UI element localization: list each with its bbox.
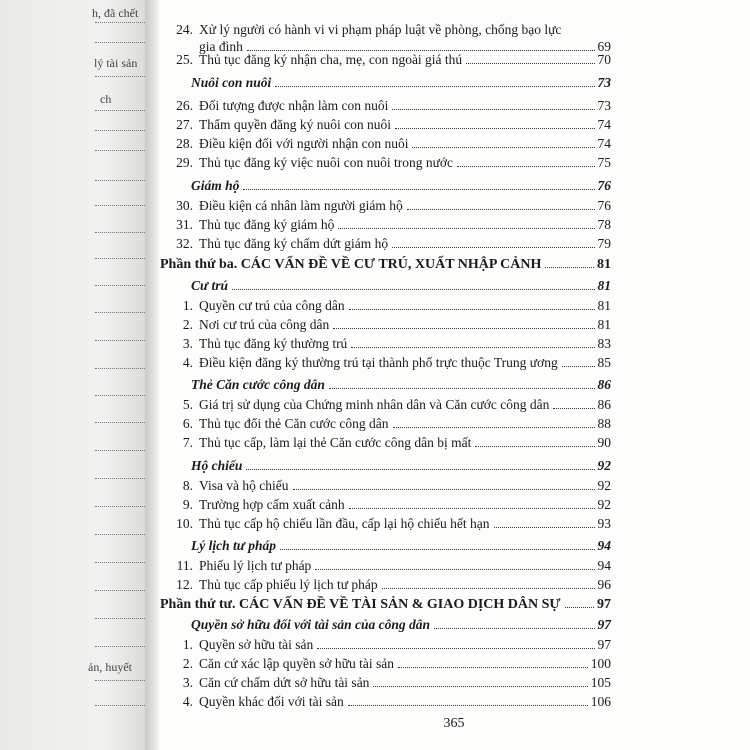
toc-entry-title: Giám hộ bbox=[191, 178, 240, 193]
toc-entry bbox=[171, 416, 611, 431]
dot-leader bbox=[329, 388, 595, 389]
toc-page-number: 85 bbox=[597, 355, 611, 370]
toc-entry-number: 4. bbox=[182, 694, 193, 709]
dot-leader bbox=[392, 247, 594, 248]
toc-page-number: 97 bbox=[597, 597, 611, 612]
toc-entry-title: Điều kiện đăng ký thường trú tại thành phố trực thuộc Trung ương bbox=[199, 355, 558, 370]
toc-entry-title: Phần thứ ba. CÁC VẤN ĐỀ VỀ CƯ TRÚ, XUẤT NHẬP CẢNH bbox=[160, 257, 542, 272]
toc-entry-title: Thủ tục đăng ký giám hộ bbox=[199, 217, 335, 232]
toc-entry-number: 10. bbox=[176, 516, 193, 531]
toc-section-heading bbox=[191, 617, 611, 632]
toc-page-number: 69 bbox=[597, 39, 611, 54]
toc-entry bbox=[171, 637, 611, 652]
dot-leader bbox=[293, 489, 595, 490]
toc-page-number: 94 bbox=[597, 538, 611, 553]
toc-entry-title: Thủ tục đăng ký việc nuôi con nuôi trong nước bbox=[199, 155, 454, 170]
dot-leader bbox=[395, 128, 595, 129]
dot-leader bbox=[348, 705, 588, 706]
toc-entry-number: 1. bbox=[182, 298, 193, 313]
previous-page-edge bbox=[0, 0, 150, 750]
toc-page-number: 73 bbox=[597, 75, 611, 90]
toc-entry-title: Thủ tục đăng ký chấm dứt giám hộ bbox=[199, 236, 389, 251]
toc-entry-number: 24. bbox=[176, 22, 193, 37]
toc-entry-title: Phần thứ tư. CÁC VẤN ĐỀ VỀ TÀI SẢN & GIAO DỊCH DÂN SỰ bbox=[160, 597, 561, 612]
toc-entry-number: 27. bbox=[176, 117, 193, 132]
toc-entry-title: Giá trị sử dụng của Chứng minh nhân dân và Căn cước công dân bbox=[199, 397, 550, 412]
toc-entry-number: 3. bbox=[182, 675, 193, 690]
toc-entry-number: 31. bbox=[176, 217, 193, 232]
toc-entry-title: Xử lý người có hành vi vi phạm pháp luật về phòng, chống bạo lực bbox=[199, 22, 562, 37]
dot-leader bbox=[412, 147, 594, 148]
toc-page-number: 81 bbox=[597, 317, 611, 332]
toc-section-heading bbox=[191, 278, 611, 293]
toc-entry-number: 25. bbox=[176, 52, 193, 67]
toc-entry-title: Thủ tục cấp phiếu lý lịch tư pháp bbox=[199, 577, 378, 592]
toc-page-number: 81 bbox=[597, 257, 611, 272]
toc-page-number: 81 bbox=[597, 278, 611, 293]
toc-entry-title: Thẩm quyền đăng ký nuôi con nuôi bbox=[199, 117, 391, 132]
toc-page-number: 73 bbox=[597, 98, 611, 113]
toc-section-heading bbox=[191, 538, 611, 553]
dot-leader bbox=[398, 667, 588, 668]
toc-entry bbox=[171, 355, 611, 370]
toc-page-number: 92 bbox=[597, 478, 611, 493]
dot-leader bbox=[280, 549, 595, 550]
toc-page-number: 100 bbox=[590, 656, 611, 671]
toc-section-heading bbox=[191, 75, 611, 90]
toc-entry-title: Phiếu lý lịch tư pháp bbox=[199, 558, 312, 573]
toc-entry-number: 26. bbox=[176, 98, 193, 113]
toc-section-heading bbox=[191, 178, 611, 193]
toc-entry bbox=[171, 656, 611, 671]
dot-leader bbox=[392, 109, 594, 110]
toc-entry bbox=[171, 98, 611, 113]
toc-entry-number: 8. bbox=[182, 478, 193, 493]
dot-leader bbox=[315, 569, 594, 570]
toc-entry-title: Nuôi con nuôi bbox=[191, 75, 272, 90]
dot-leader bbox=[349, 508, 595, 509]
toc-page-number: 88 bbox=[597, 416, 611, 431]
toc-page-number: 78 bbox=[597, 217, 611, 232]
dot-leader bbox=[457, 166, 594, 167]
toc-page-number: 93 bbox=[597, 516, 611, 531]
dot-leader bbox=[349, 309, 595, 310]
toc-entry bbox=[171, 497, 611, 512]
toc-entry-title: Visa và hộ chiếu bbox=[199, 478, 289, 493]
toc-page-number: 92 bbox=[597, 458, 611, 473]
dot-leader bbox=[333, 328, 594, 329]
toc-entry-title: Nơi cư trú của công dân bbox=[199, 317, 330, 332]
toc-entry-title: Thủ tục cấp hộ chiếu lần đầu, cấp lại hộ chiếu hết hạn bbox=[199, 516, 490, 531]
toc-section-heading bbox=[191, 377, 611, 392]
toc-entry bbox=[171, 217, 611, 232]
toc-entry-number: 5. bbox=[182, 397, 193, 412]
dot-leader bbox=[475, 446, 594, 447]
toc-entry bbox=[171, 397, 611, 412]
dot-leader bbox=[243, 189, 594, 190]
toc-entry-title: Quyền khác đối với tài sản bbox=[199, 694, 344, 709]
prev-page-text: lý tài sản bbox=[94, 56, 138, 70]
toc-entry-number: 11. bbox=[176, 558, 193, 573]
dot-leader bbox=[338, 228, 594, 229]
toc-entry-number: 30. bbox=[176, 198, 193, 213]
toc-entry-title: Lý lịch tư pháp bbox=[191, 538, 276, 553]
toc-entry-number: 3. bbox=[182, 336, 193, 351]
toc-page-number: 94 bbox=[597, 558, 611, 573]
toc-entry-title: Cư trú bbox=[191, 278, 228, 293]
toc-entry bbox=[171, 558, 611, 573]
dot-leader bbox=[407, 209, 595, 210]
toc-entry bbox=[171, 198, 611, 213]
prev-page-text: ch bbox=[100, 92, 112, 106]
toc-page-number: 70 bbox=[597, 52, 611, 67]
dot-leader bbox=[434, 628, 595, 629]
toc-entry-number: 4. bbox=[182, 355, 193, 370]
toc-page-number: 86 bbox=[597, 377, 611, 392]
toc-entry-title: Quyền cư trú của công dân bbox=[199, 298, 345, 313]
toc-entry-title: Quyền sở hữu tài sản bbox=[199, 637, 314, 652]
toc-section-heading bbox=[191, 458, 611, 473]
toc-entry-number: 1. bbox=[182, 637, 193, 652]
toc-entry-title: Quyền sở hữu đối với tài sản của công dân bbox=[191, 617, 430, 632]
toc-page-number: 79 bbox=[597, 236, 611, 251]
toc-entry-number: 2. bbox=[182, 317, 193, 332]
toc-entry bbox=[171, 22, 611, 37]
dot-leader bbox=[232, 289, 595, 290]
toc-entry-title: Trường hợp cấm xuất cảnh bbox=[199, 497, 345, 512]
toc-page-number: 76 bbox=[597, 178, 611, 193]
dot-leader bbox=[545, 267, 594, 268]
toc-entry-title: Điều kiện cá nhân làm người giám hộ bbox=[199, 198, 403, 213]
toc-entry-title: Điều kiện đối với người nhận con nuôi bbox=[199, 136, 409, 151]
prev-page-text: ản, huyết bbox=[88, 660, 132, 674]
page-number: 365 bbox=[443, 716, 465, 731]
dot-leader bbox=[565, 607, 594, 608]
toc-page bbox=[159, 0, 750, 750]
toc-entry-number: 6. bbox=[182, 416, 193, 431]
toc-page-number: 74 bbox=[597, 117, 611, 132]
toc-entry-title: Đối tượng được nhận làm con nuôi bbox=[199, 98, 389, 113]
toc-entry bbox=[171, 478, 611, 493]
dot-leader bbox=[246, 469, 594, 470]
toc-entry bbox=[171, 577, 611, 592]
toc-entry bbox=[171, 317, 611, 332]
toc-entry-number: 9. bbox=[182, 497, 193, 512]
toc-page-number: 83 bbox=[597, 336, 611, 351]
toc-page-number: 97 bbox=[597, 637, 611, 652]
toc-entry bbox=[171, 52, 611, 67]
toc-entry-title: Căn cứ xác lập quyền sở hữu tài sản bbox=[199, 656, 394, 671]
toc-entry bbox=[171, 236, 611, 251]
prev-page-text: h, đã chết bbox=[92, 6, 139, 20]
toc-page-number: 76 bbox=[597, 198, 611, 213]
dot-leader bbox=[553, 408, 594, 409]
toc-entry-title: Thủ tục cấp, làm lại thẻ Căn cước công dân bị mất bbox=[199, 435, 472, 450]
toc-entry-number: 2. bbox=[182, 656, 193, 671]
toc-entry-title: Căn cứ chấm dứt sở hữu tài sản bbox=[199, 675, 370, 690]
toc-entry-number: 29. bbox=[176, 155, 193, 170]
dot-leader bbox=[562, 366, 595, 367]
toc-entry-number: 12. bbox=[176, 577, 193, 592]
dot-leader bbox=[317, 648, 594, 649]
toc-entry-number: 28. bbox=[176, 136, 193, 151]
toc-entry bbox=[171, 136, 611, 151]
toc-entry-title: Thẻ Căn cước công dân bbox=[191, 377, 325, 392]
toc-entry bbox=[171, 336, 611, 351]
dot-leader bbox=[466, 63, 594, 64]
dot-leader bbox=[494, 527, 595, 528]
toc-page-number: 86 bbox=[597, 397, 611, 412]
toc-entry-title: Thủ tục đổi thẻ Căn cước công dân bbox=[199, 416, 389, 431]
dot-leader bbox=[247, 50, 595, 51]
toc-page-number: 90 bbox=[597, 435, 611, 450]
toc-part-heading bbox=[160, 257, 611, 272]
toc-page-number: 105 bbox=[590, 675, 611, 690]
toc-entry bbox=[171, 516, 611, 531]
toc-entry-title: Thủ tục đăng ký thường trú bbox=[199, 336, 348, 351]
toc-entry-title: Thủ tục đăng ký nhận cha, mẹ, con ngoài giá thú bbox=[199, 52, 463, 67]
toc-page-number: 92 bbox=[597, 497, 611, 512]
toc-entry bbox=[171, 298, 611, 313]
toc-entry bbox=[171, 435, 611, 450]
toc-page-number: 97 bbox=[597, 617, 611, 632]
dot-leader bbox=[275, 86, 594, 87]
toc-entry-title: Hộ chiếu bbox=[191, 458, 243, 473]
toc-entry-number: 7. bbox=[182, 435, 193, 450]
toc-entry bbox=[171, 155, 611, 170]
dot-leader bbox=[382, 588, 595, 589]
toc-entry-number: 32. bbox=[176, 236, 193, 251]
dot-leader bbox=[393, 427, 595, 428]
toc-entry-title-continued: gia đình bbox=[199, 39, 243, 54]
dot-leader bbox=[373, 686, 587, 687]
dot-leader bbox=[351, 347, 594, 348]
toc-page-number: 75 bbox=[597, 155, 611, 170]
toc-entry bbox=[171, 694, 611, 709]
toc-entry bbox=[171, 675, 611, 690]
toc-page-number: 74 bbox=[597, 136, 611, 151]
toc-entry bbox=[171, 117, 611, 132]
toc-page-number: 106 bbox=[590, 694, 611, 709]
toc-page-number: 96 bbox=[597, 577, 611, 592]
toc-part-heading bbox=[160, 597, 611, 612]
toc-page-number: 81 bbox=[597, 298, 611, 313]
book-gutter bbox=[145, 0, 159, 750]
